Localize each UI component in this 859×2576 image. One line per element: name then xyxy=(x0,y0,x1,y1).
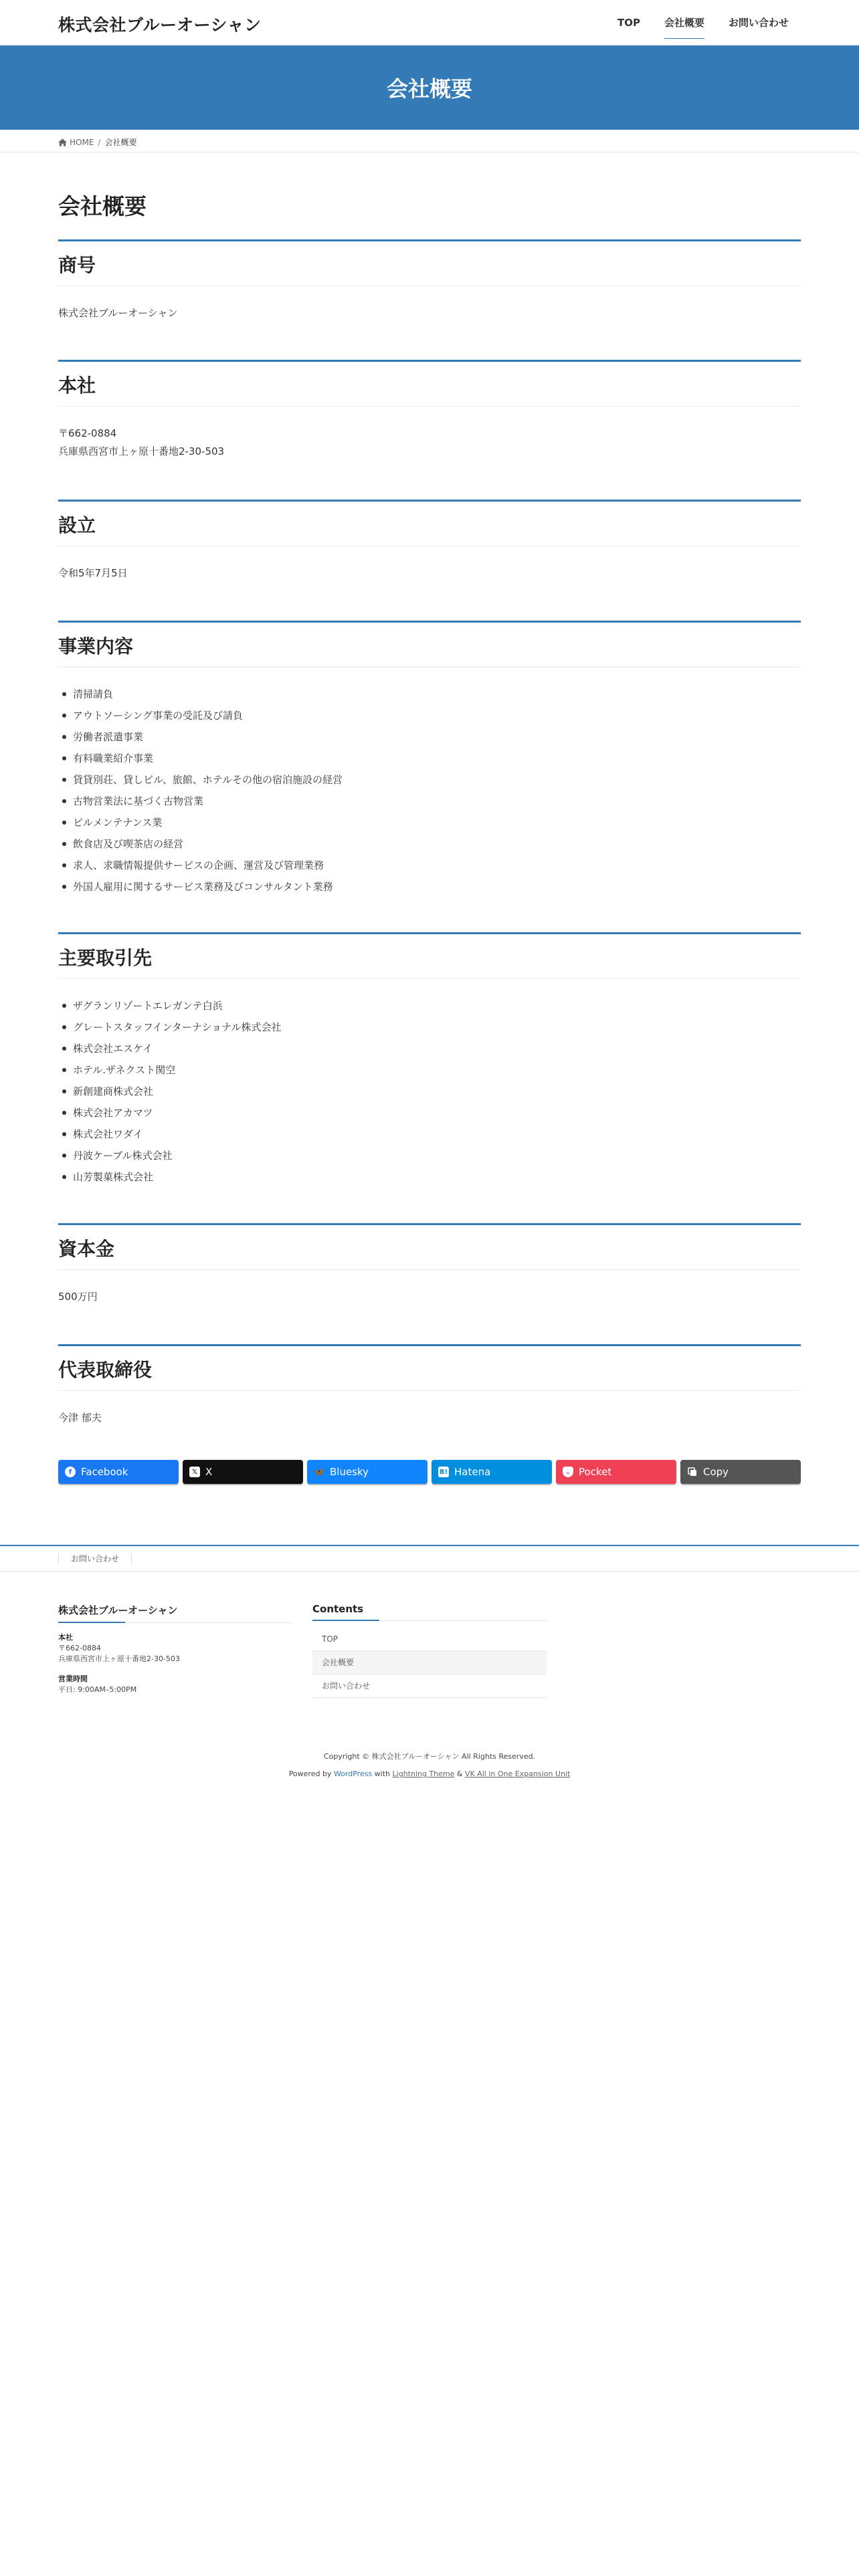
section-head-office xyxy=(58,360,801,494)
section-body xyxy=(58,1288,98,1306)
list-item: グレートスタッフインターナショナル株式会社 xyxy=(73,1020,282,1041)
footer-company-widget xyxy=(58,1603,292,1695)
global-nav xyxy=(605,0,801,45)
share-label: Facebook xyxy=(81,1466,128,1478)
list-item: 清掃請負 xyxy=(73,687,343,708)
vk-expansion-link[interactable]: VK All in One Expansion Unit xyxy=(464,1769,571,1778)
section-rule xyxy=(58,500,801,502)
section-established xyxy=(58,500,801,620)
share-buttons xyxy=(58,1460,801,1484)
section-heading: 主要取引先 xyxy=(58,947,153,969)
footer-menu-item-top[interactable]: TOP xyxy=(312,1628,547,1651)
wordpress-link[interactable]: WordPress xyxy=(333,1769,373,1778)
section-rule xyxy=(58,1223,801,1225)
nav-item-contact[interactable]: お問い合わせ xyxy=(728,17,789,29)
breadcrumb xyxy=(0,130,859,152)
section-business xyxy=(58,621,801,928)
page-header-title: 会社概要 xyxy=(386,76,472,102)
footer-office-label: 本社 xyxy=(58,1633,73,1642)
share-label: X xyxy=(205,1466,213,1478)
list-item: 株式会社アカマツ xyxy=(73,1105,282,1127)
section-heading: 本社 xyxy=(58,374,96,397)
share-copy-button[interactable] xyxy=(680,1460,801,1484)
facebook-icon: f xyxy=(65,1467,76,1477)
business-list xyxy=(73,687,343,901)
breadcrumb-current: 会社概要 xyxy=(104,138,137,147)
section-clients xyxy=(58,932,801,1213)
footer-contents-menu xyxy=(312,1628,547,1698)
section-body xyxy=(58,1409,102,1427)
section-divider xyxy=(58,406,801,407)
site-title-link[interactable]: 株式会社ブルーオーシャン xyxy=(58,15,262,35)
nav-item-top[interactable]: TOP xyxy=(617,17,640,29)
section-rule xyxy=(58,239,801,241)
footer-contents-widget xyxy=(312,1603,547,1698)
breadcrumb-home-link[interactable] xyxy=(58,138,94,147)
page-header-banner xyxy=(0,45,859,130)
section-divider xyxy=(58,1269,801,1270)
footer-hours-label: 営業時間 xyxy=(58,1675,88,1683)
footer-contents-title: Contents xyxy=(312,1603,547,1621)
representative-name: 今津 郁夫 xyxy=(58,1412,102,1424)
list-item: 求人、求職情報提供サービスの企画、運営及び管理業務 xyxy=(73,858,343,879)
hatena-icon: B! xyxy=(438,1467,449,1477)
section-divider xyxy=(58,978,801,979)
footer-nav xyxy=(0,1546,859,1572)
powered-amp: & xyxy=(456,1769,463,1778)
list-item: 飲食店及び喫茶店の経営 xyxy=(73,837,343,858)
share-label: Bluesky xyxy=(330,1466,369,1478)
section-heading: 設立 xyxy=(58,514,96,536)
list-item: ホテル.ザネクスト関空 xyxy=(73,1063,282,1084)
list-item: 労働者派遣事業 xyxy=(73,730,343,751)
breadcrumb-separator: / xyxy=(98,137,101,147)
address: 兵庫県西宮市上ヶ原十番地2-30-503 xyxy=(58,445,225,457)
share-label: Hatena xyxy=(454,1466,491,1478)
breadcrumb-home-label: HOME xyxy=(70,137,94,147)
list-item: アウトソーシング事業の受託及び請負 xyxy=(73,708,343,730)
footer-company-title: 株式会社ブルーオーシャン xyxy=(58,1603,292,1623)
list-item: 株式会社エスケイ xyxy=(73,1041,282,1063)
bluesky-icon: 🦋 xyxy=(313,1467,325,1477)
footer-menu-item-company[interactable]: 会社概要 xyxy=(312,1651,547,1675)
home-icon xyxy=(58,138,67,146)
section-trade-name xyxy=(58,239,801,360)
site-header xyxy=(0,0,859,45)
site-footer xyxy=(0,1545,859,1778)
lightning-theme-link[interactable]: Lightning Theme xyxy=(392,1769,455,1778)
footer-postal: 〒662-0884 xyxy=(58,1644,101,1652)
nav-item-company[interactable]: 会社概要 xyxy=(652,0,717,45)
section-rule xyxy=(58,360,801,362)
share-x-button[interactable] xyxy=(183,1460,303,1484)
pocket-icon: ⌄ xyxy=(563,1467,573,1477)
trade-name-value: 株式会社ブルーオーシャン xyxy=(58,307,178,319)
powered-with: with xyxy=(374,1769,391,1778)
clients-list xyxy=(73,998,282,1191)
list-item: 有料職業紹介事業 xyxy=(73,751,343,772)
section-representative xyxy=(58,1344,801,1458)
copy-icon xyxy=(687,1467,698,1477)
entry-title: 会社概要 xyxy=(58,193,147,219)
share-label: Copy xyxy=(703,1466,729,1478)
list-item: 山芳製菓株式会社 xyxy=(73,1170,282,1191)
postal-code: 〒662-0884 xyxy=(58,427,117,439)
list-item: 丹波ケーブル株式会社 xyxy=(73,1148,282,1170)
list-item: 貸貸別荘、貸しビル、旅館、ホテルその他の宿泊施設の経営 xyxy=(73,772,343,794)
section-rule xyxy=(58,932,801,934)
list-item: 外国人雇用に関するサービス業務及びコンサルタント業務 xyxy=(73,879,343,901)
list-item: 古物営業法に基づく古物営業 xyxy=(73,794,343,815)
share-pocket-button[interactable] xyxy=(556,1460,676,1484)
section-body xyxy=(58,564,128,582)
footer-nav-contact[interactable]: お問い合わせ xyxy=(58,1553,132,1564)
share-hatena-button[interactable] xyxy=(432,1460,552,1484)
footer-address: 兵庫県西宮市上ヶ原十番地2-30-503 xyxy=(58,1654,180,1663)
copyright-text: Copyright © 株式会社ブルーオーシャン All Rights Reserved. xyxy=(323,1752,536,1761)
section-rule xyxy=(58,621,801,623)
capital-value: 500万円 xyxy=(58,1291,98,1303)
list-item: 新創建商株式会社 xyxy=(73,1084,282,1105)
section-heading: 事業内容 xyxy=(58,635,134,657)
footer-menu-item-contact[interactable]: お問い合わせ xyxy=(312,1675,547,1698)
list-item: ザグランリゾートエレガンテ白浜 xyxy=(73,998,282,1020)
established-date: 令和5年7月5日 xyxy=(58,567,128,579)
section-body xyxy=(58,425,224,461)
section-heading: 商号 xyxy=(58,254,96,276)
list-item: 株式会社ワダイ xyxy=(73,1127,282,1148)
section-rule xyxy=(58,1344,801,1346)
section-heading: 資本金 xyxy=(58,1238,115,1260)
powered-by xyxy=(0,1769,859,1778)
section-body xyxy=(58,304,178,322)
share-bluesky-button[interactable] xyxy=(307,1460,427,1484)
powered-prefix: Powered by xyxy=(288,1769,332,1778)
section-divider xyxy=(58,1390,801,1391)
share-facebook-button[interactable] xyxy=(58,1460,179,1484)
list-item: ビルメンテナンス業 xyxy=(73,815,343,837)
footer-hours: 平日: 9:00AM–5:00PM xyxy=(58,1685,137,1694)
section-capital xyxy=(58,1223,801,1344)
section-heading: 代表取締役 xyxy=(58,1359,153,1381)
x-icon: 𝕏 xyxy=(189,1467,200,1477)
share-label: Pocket xyxy=(579,1466,612,1478)
